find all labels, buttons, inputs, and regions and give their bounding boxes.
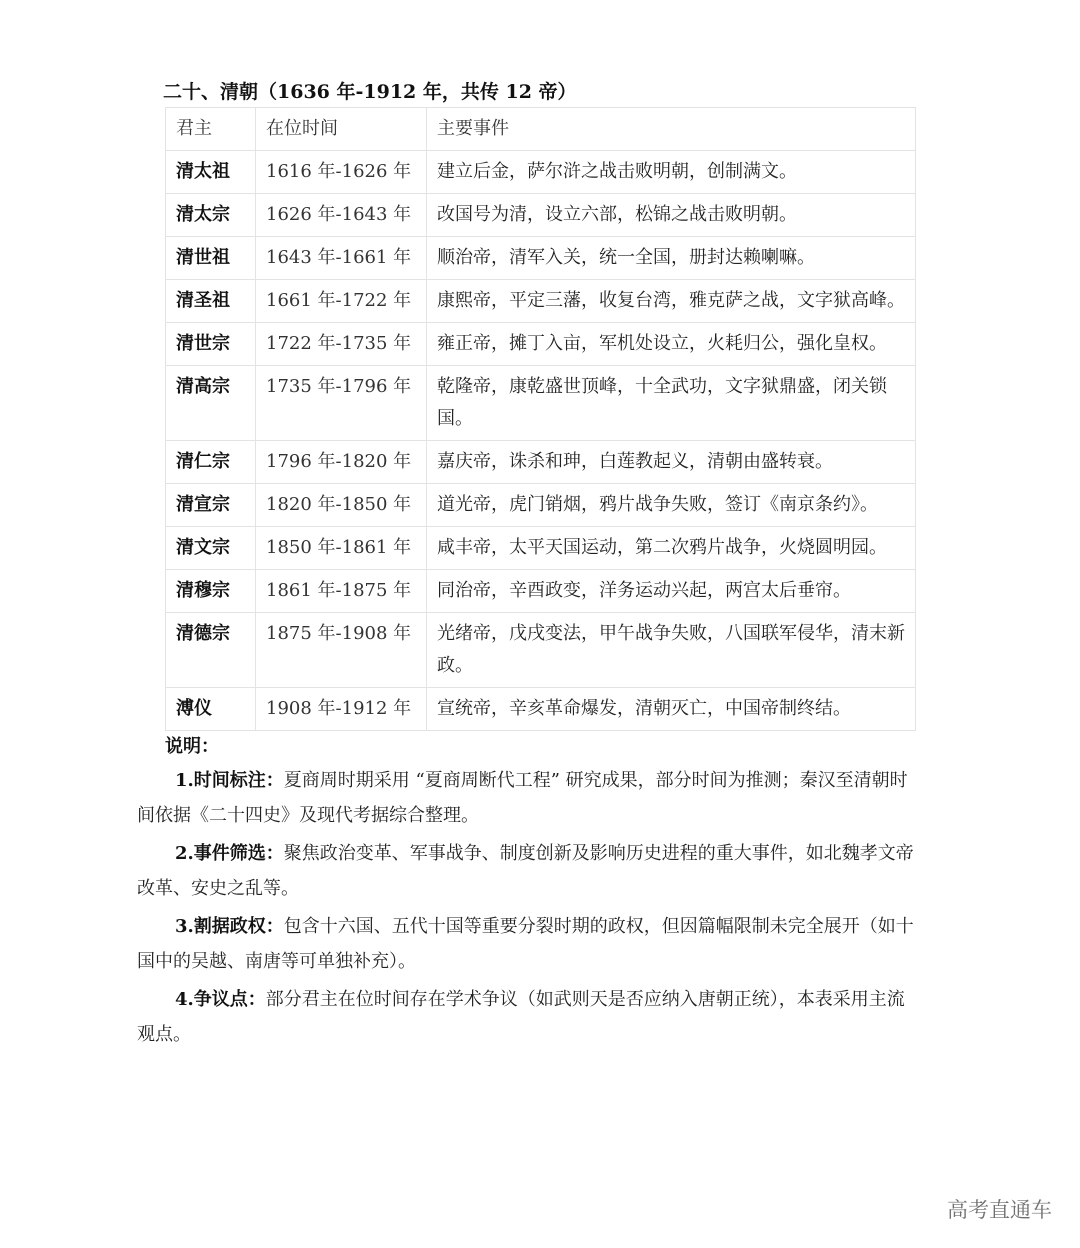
ruler-cell: 清宣宗 (166, 484, 256, 527)
ruler-cell: 清文宗 (166, 527, 256, 570)
ruler-cell: 清德宗 (166, 613, 256, 688)
note-label: 4.争议点： (175, 989, 266, 1010)
watermark-text: 高考直通车 (947, 1198, 1052, 1222)
period-cell: 1643 年-1661 年 (256, 237, 427, 280)
table-row (166, 237, 916, 280)
ruler-cell: 溥仪 (166, 688, 256, 731)
note-label: 2.事件筛选： (175, 843, 284, 864)
ruler-cell: 清仁宗 (166, 441, 256, 484)
period-cell: 1616 年-1626 年 (256, 151, 427, 194)
notes-heading: 说明： (165, 736, 219, 757)
events-cell: 同治帝，辛酉政变，洋务运动兴起，两宫太后垂帘。 (427, 570, 916, 613)
note-item (137, 836, 917, 906)
table-row (166, 366, 916, 441)
events-cell: 咸丰帝，太平天国运动，第二次鸦片战争，火烧圆明园。 (427, 527, 916, 570)
note-text: 包含十六国、五代十国等重要分裂时期的政权，但因篇幅限制未完全展开（如十国中的吴越、南唐等可单独补充）。 (137, 916, 914, 972)
events-cell: 顺治帝，清军入关，统一全国，册封达赖喇嘛。 (427, 237, 916, 280)
note-text: 夏商周时期采用 “夏商周断代工程” 研究成果，部分时间为推测；秦汉至清朝时间依据《二十四史》及现代考据综合整理。 (137, 770, 908, 826)
note-item (137, 909, 917, 979)
note-item (137, 982, 917, 1052)
table-row (166, 323, 916, 366)
note-text: 部分君主在位时间存在学术争议（如武则天是否应纳入唐朝正统），本表采用主流观点。 (137, 989, 905, 1045)
note-label: 3.割据政权： (175, 916, 284, 937)
events-cell: 道光帝，虎门销烟，鸦片战争失败，签订《南京条约》。 (427, 484, 916, 527)
period-cell: 1661 年-1722 年 (256, 280, 427, 323)
table-row (166, 484, 916, 527)
table-row (166, 570, 916, 613)
qing-emperors-table (165, 107, 916, 731)
period-cell: 1875 年-1908 年 (256, 613, 427, 688)
events-cell: 宣统帝，辛亥革命爆发，清朝灭亡，中国帝制终结。 (427, 688, 916, 731)
events-cell: 改国号为清，设立六部，松锦之战击败明朝。 (427, 194, 916, 237)
ruler-cell: 清圣祖 (166, 280, 256, 323)
period-cell: 1861 年-1875 年 (256, 570, 427, 613)
note-item (137, 763, 917, 833)
page-title: 二十、清朝（1636 年-1912 年，共传 12 帝） (163, 81, 577, 103)
events-cell: 嘉庆帝，诛杀和珅，白莲教起义，清朝由盛转衰。 (427, 441, 916, 484)
events-cell: 雍正帝，摊丁入亩，军机处设立，火耗归公，强化皇权。 (427, 323, 916, 366)
ruler-cell: 清太祖 (166, 151, 256, 194)
ruler-cell: 清高宗 (166, 366, 256, 441)
events-cell: 康熙帝，平定三藩，收复台湾，雅克萨之战，文字狱高峰。 (427, 280, 916, 323)
events-cell: 建立后金，萨尔浒之战击败明朝，创制满文。 (427, 151, 916, 194)
events-cell: 光绪帝，戊戌变法，甲午战争失败，八国联军侵华，清末新政。 (427, 613, 916, 688)
header-events: 主要事件 (427, 108, 916, 151)
events-cell: 乾隆帝，康乾盛世顶峰，十全武功，文字狱鼎盛，闭关锁国。 (427, 366, 916, 441)
period-cell: 1626 年-1643 年 (256, 194, 427, 237)
table-row (166, 527, 916, 570)
notes-section (137, 763, 917, 1055)
table-row (166, 151, 916, 194)
note-text: 聚焦政治变革、军事战争、制度创新及影响历史进程的重大事件，如北魏孝文帝改革、安史之乱等。 (137, 843, 914, 899)
header-period: 在位时间 (256, 108, 427, 151)
note-label: 1.时间标注： (175, 770, 284, 791)
table-row (166, 280, 916, 323)
ruler-cell: 清世祖 (166, 237, 256, 280)
ruler-cell: 清太宗 (166, 194, 256, 237)
header-ruler: 君主 (166, 108, 256, 151)
period-cell: 1908 年-1912 年 (256, 688, 427, 731)
period-cell: 1820 年-1850 年 (256, 484, 427, 527)
table-row (166, 613, 916, 688)
period-cell: 1722 年-1735 年 (256, 323, 427, 366)
table-header-row (166, 108, 916, 151)
ruler-cell: 清世宗 (166, 323, 256, 366)
period-cell: 1735 年-1796 年 (256, 366, 427, 441)
table-row (166, 441, 916, 484)
period-cell: 1796 年-1820 年 (256, 441, 427, 484)
ruler-cell: 清穆宗 (166, 570, 256, 613)
table-row (166, 688, 916, 731)
table-row (166, 194, 916, 237)
period-cell: 1850 年-1861 年 (256, 527, 427, 570)
